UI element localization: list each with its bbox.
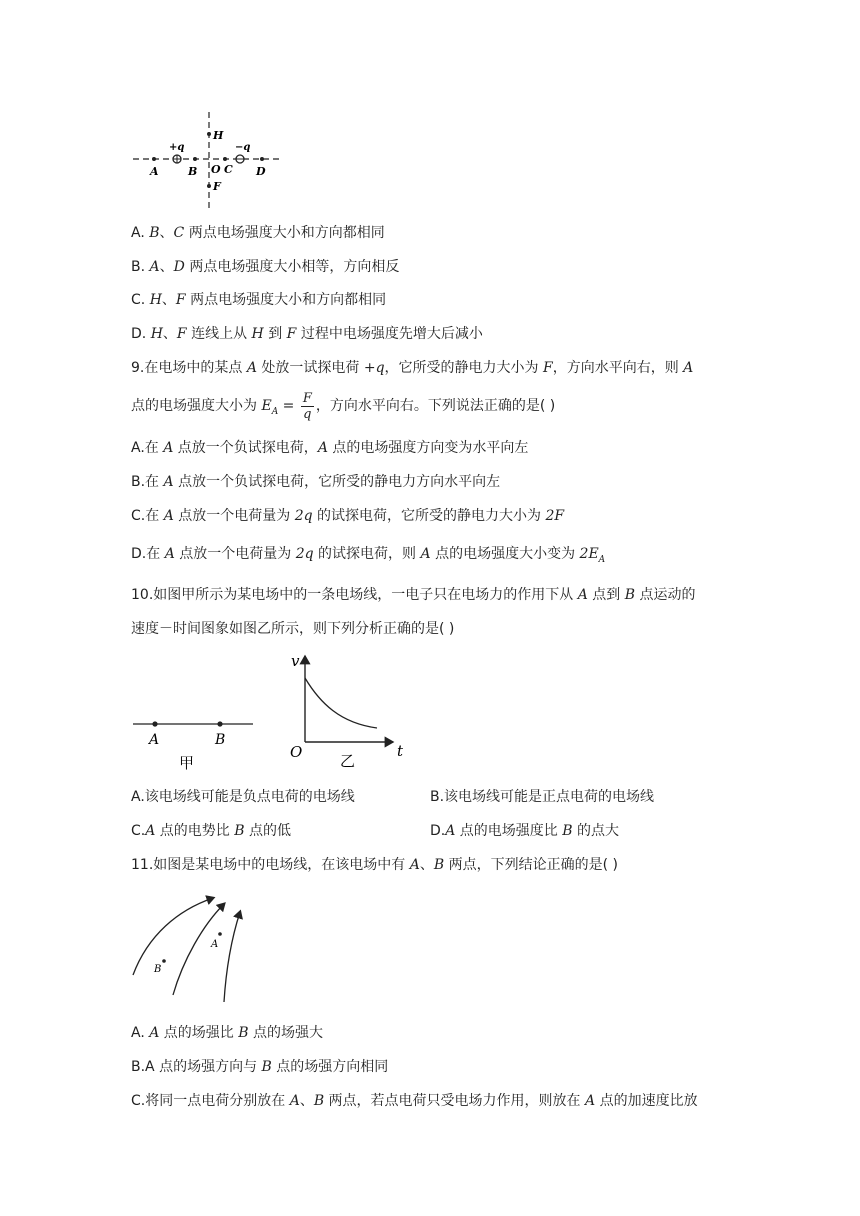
caption-jia: 甲 bbox=[179, 754, 195, 772]
q9-stem-line1: 9.在电场中的某点 A 处放一试探电荷 +q，它所受的静电力大小为 F，方向水平向右，则 A bbox=[131, 360, 694, 376]
q10-option-a: A.该电场线可能是负点电荷的电场线 bbox=[131, 789, 355, 805]
point-b-dot bbox=[217, 721, 222, 726]
q10-option-d: D.A 点的电场强度比 B 的点大 bbox=[430, 823, 620, 839]
figure-q8-charges bbox=[125, 110, 285, 210]
q9-option-b: B.在 A 点放一个负试探电荷，它所受的静电力方向水平向左 bbox=[131, 474, 501, 490]
q10-option-b: B.该电场线可能是正点电荷的电场线 bbox=[430, 789, 655, 805]
q11-option-a: A. A 点的场强比 B 点的场强大 bbox=[131, 1025, 324, 1041]
q10-option-c: C.A 点的电势比 B 点的低 bbox=[131, 823, 292, 839]
label-d: D bbox=[256, 165, 266, 178]
label-f: F bbox=[213, 180, 221, 193]
q8-option-b: B. A、D 两点电场强度大小相等，方向相反 bbox=[131, 259, 400, 275]
q9-option-c: C.在 A 点放一个电荷量为 2q 的试探电荷，它所受的静电力大小为 2F bbox=[131, 508, 565, 524]
q8-option-d: D. H、F 连线上从 H 到 F 过程中电场强度先增大后减小 bbox=[131, 326, 483, 342]
q10-stem-line2: 速度－时间图象如图乙所示，则下列分析正确的是( ) bbox=[131, 621, 455, 637]
q8-option-a: A. B、C 两点电场强度大小和方向都相同 bbox=[131, 225, 385, 241]
point-a-dot bbox=[152, 157, 156, 161]
figure-jia-field-line bbox=[125, 705, 265, 775]
figure-yi-velocity-graph bbox=[285, 648, 415, 773]
q9-stem-line2: 点的电场强度大小为 $E_A$ = $\frac{F}{q}$ ，方向水平向右。下列说法正确的是( ) bbox=[131, 390, 556, 422]
label-c: C bbox=[224, 163, 233, 176]
point-a-dot bbox=[152, 721, 157, 726]
q11-stem: 11.如图是某电场中的电场线，在该电场中有 A、B 两点，下列结论正确的是( ) bbox=[131, 857, 618, 873]
q11-option-b: B.A 点的场强方向与 B 点的场强方向相同 bbox=[131, 1059, 389, 1075]
field-line-3 bbox=[224, 912, 240, 1002]
label-b: B bbox=[188, 165, 198, 178]
q9-option-d: D.在 A 点放一个电荷量为 2q 的试探电荷，则 A 点的电场强度大小变为 $2E_A$ bbox=[131, 546, 606, 565]
point-c-dot bbox=[223, 157, 227, 161]
label-v: v bbox=[291, 652, 300, 670]
fraction-f-over-q: $\frac{F}{q}$ bbox=[302, 390, 312, 422]
label-a: A bbox=[149, 732, 160, 748]
point-d-dot bbox=[260, 157, 264, 161]
point-a-dot bbox=[218, 932, 222, 936]
label-o: O bbox=[211, 163, 221, 176]
label-o: O bbox=[290, 743, 303, 761]
point-f-dot bbox=[207, 184, 211, 188]
label-b: B bbox=[215, 732, 226, 748]
q9-option-a: A.在 A 点放一个负试探电荷，A 点的电场强度方向变为水平向左 bbox=[131, 440, 529, 456]
label-b: B bbox=[154, 964, 162, 975]
label-a: A bbox=[211, 939, 219, 950]
velocity-curve bbox=[305, 678, 377, 728]
label-t: t bbox=[397, 742, 404, 760]
point-b-dot bbox=[193, 157, 197, 161]
field-line-1 bbox=[133, 898, 213, 975]
q11-option-c: C.将同一点电荷分别放在 A、B 两点，若点电荷只受电场力作用，则放在 A 点的加速度比放 bbox=[131, 1093, 698, 1109]
figure-q11-field-lines bbox=[128, 890, 248, 1005]
caption-yi: 乙 bbox=[340, 752, 356, 770]
q10-stem-line1: 10.如图甲所示为某电场中的一条电场线，一电子只在电场力的作用下从 A 点到 B 点运动的 bbox=[131, 587, 696, 603]
label-a: A bbox=[150, 165, 159, 178]
label-h: H bbox=[213, 129, 224, 142]
point-b-dot bbox=[162, 959, 166, 963]
point-h-dot bbox=[207, 132, 211, 136]
label-q-pos: +q bbox=[169, 142, 185, 153]
label-q-neg: −q bbox=[235, 142, 251, 153]
q8-option-c: C. H、F 两点电场强度大小和方向都相同 bbox=[131, 292, 387, 308]
